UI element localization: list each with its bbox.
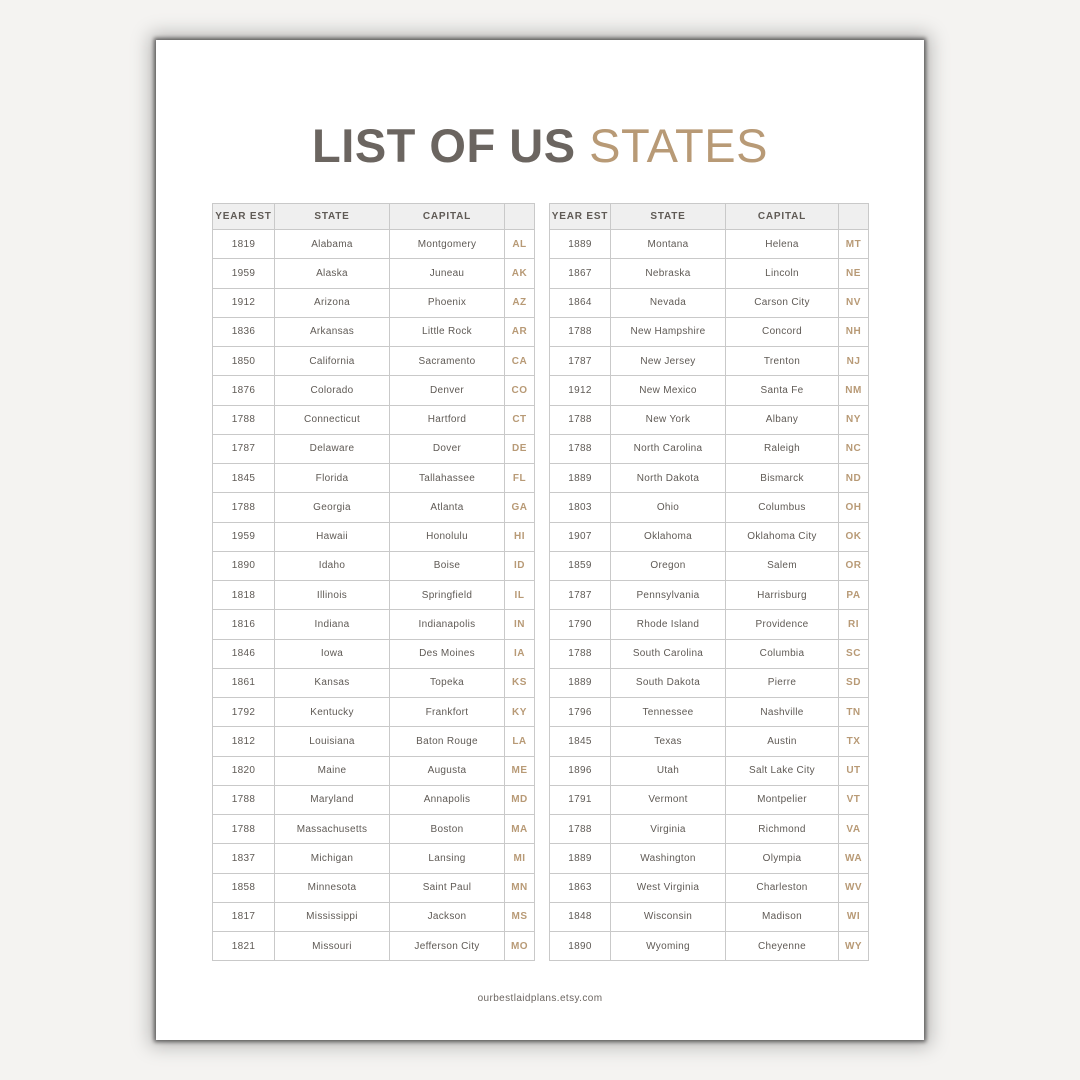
year-cell: 1790 [550,610,611,639]
table-row [213,464,535,493]
header-abbreviation [839,204,869,230]
table-row [550,815,869,844]
state-cell: Arkansas [275,317,390,346]
capital-cell: Oklahoma City [726,522,839,551]
abbreviation-cell: NH [839,317,869,346]
capital-cell: Denver [390,376,505,405]
abbreviation-cell: MD [505,785,535,814]
state-cell: Iowa [275,639,390,668]
year-cell: 1907 [550,522,611,551]
capital-cell: Santa Fe [726,376,839,405]
year-cell: 1959 [213,522,275,551]
table-row [550,317,869,346]
year-cell: 1889 [550,230,611,259]
year-cell: 1912 [213,288,275,317]
capital-cell: Madison [726,902,839,931]
capital-cell: Lansing [390,844,505,873]
table-row [213,698,535,727]
abbreviation-cell: MA [505,815,535,844]
table-row [213,288,535,317]
capital-cell: Boston [390,815,505,844]
year-cell: 1787 [213,434,275,463]
table-row [550,288,869,317]
year-cell: 1788 [550,405,611,434]
year-cell: 1889 [550,464,611,493]
table-row [213,785,535,814]
table-row [213,610,535,639]
table-row [213,259,535,288]
capital-cell: Jackson [390,902,505,931]
header-capital: CAPITAL [390,204,505,230]
abbreviation-cell: TX [839,727,869,756]
year-cell: 1788 [213,815,275,844]
capital-cell: Dover [390,434,505,463]
table-row [213,347,535,376]
abbreviation-cell: FL [505,464,535,493]
year-cell: 1859 [550,551,611,580]
state-cell: Illinois [275,581,390,610]
table-row [550,639,869,668]
abbreviation-cell: NV [839,288,869,317]
year-cell: 1788 [550,815,611,844]
state-cell: Kansas [275,668,390,697]
capital-cell: Pierre [726,668,839,697]
capital-cell: Hartford [390,405,505,434]
year-cell: 1858 [213,873,275,902]
state-cell: Oklahoma [611,522,726,551]
table-row [213,317,535,346]
capital-cell: Concord [726,317,839,346]
abbreviation-cell: VT [839,785,869,814]
state-cell: Georgia [275,493,390,522]
state-cell: Connecticut [275,405,390,434]
table-row [213,844,535,873]
state-cell: New Jersey [611,347,726,376]
year-cell: 1812 [213,727,275,756]
abbreviation-cell: WI [839,902,869,931]
table-row [550,668,869,697]
abbreviation-cell: OH [839,493,869,522]
page-title [156,118,924,174]
table-row [550,464,869,493]
abbreviation-cell: ID [505,551,535,580]
state-cell: North Dakota [611,464,726,493]
table-row [213,815,535,844]
year-cell: 1788 [550,434,611,463]
year-cell: 1788 [213,493,275,522]
capital-cell: Saint Paul [390,873,505,902]
table-row [550,259,869,288]
state-cell: New Hampshire [611,317,726,346]
table-row [213,873,535,902]
table-row [550,698,869,727]
state-cell: California [275,347,390,376]
table-row [213,376,535,405]
year-cell: 1846 [213,639,275,668]
table-row [213,405,535,434]
table-row [550,347,869,376]
state-cell: Louisiana [275,727,390,756]
capital-cell: Lincoln [726,259,839,288]
capital-cell: Augusta [390,756,505,785]
capital-cell: Trenton [726,347,839,376]
abbreviation-cell: KS [505,668,535,697]
table-row [550,756,869,785]
state-cell: Hawaii [275,522,390,551]
state-cell: South Dakota [611,668,726,697]
state-cell: Montana [611,230,726,259]
state-cell: Wisconsin [611,902,726,931]
table-row [550,376,869,405]
state-cell: Mississippi [275,902,390,931]
state-cell: Alabama [275,230,390,259]
abbreviation-cell: ME [505,756,535,785]
table-row [550,785,869,814]
capital-cell: Salem [726,551,839,580]
capital-cell: Des Moines [390,639,505,668]
capital-cell: Annapolis [390,785,505,814]
state-cell: Minnesota [275,873,390,902]
capital-cell: Topeka [390,668,505,697]
abbreviation-cell: NJ [839,347,869,376]
table-row [213,434,535,463]
title-part-1: LIST OF US [312,119,576,172]
state-cell: Alaska [275,259,390,288]
year-cell: 1861 [213,668,275,697]
capital-cell: Honolulu [390,522,505,551]
abbreviation-cell: CA [505,347,535,376]
abbreviation-cell: MN [505,873,535,902]
title-part-2: STATES [589,119,768,172]
year-cell: 1803 [550,493,611,522]
year-cell: 1876 [213,376,275,405]
year-cell: 1788 [213,785,275,814]
year-cell: 1850 [213,347,275,376]
state-cell: Washington [611,844,726,873]
capital-cell: Nashville [726,698,839,727]
state-cell: Nebraska [611,259,726,288]
year-cell: 1818 [213,581,275,610]
abbreviation-cell: SD [839,668,869,697]
state-cell: Texas [611,727,726,756]
year-cell: 1912 [550,376,611,405]
state-cell: Ohio [611,493,726,522]
capital-cell: Tallahassee [390,464,505,493]
capital-cell: Springfield [390,581,505,610]
capital-cell: Sacramento [390,347,505,376]
abbreviation-cell: MT [839,230,869,259]
year-cell: 1889 [550,844,611,873]
footer-url: ourbestlaidplans.etsy.com [477,993,603,1004]
year-cell: 1836 [213,317,275,346]
abbreviation-cell: NE [839,259,869,288]
state-cell: Tennessee [611,698,726,727]
table-row [550,230,869,259]
abbreviation-cell: ND [839,464,869,493]
state-cell: Delaware [275,434,390,463]
table-row [550,902,869,931]
table-row [213,522,535,551]
year-cell: 1788 [550,639,611,668]
abbreviation-cell: WY [839,932,869,961]
document-page [156,40,924,1040]
capital-cell: Olympia [726,844,839,873]
header-state: STATE [275,204,390,230]
state-cell: Florida [275,464,390,493]
abbreviation-cell: WA [839,844,869,873]
capital-cell: Carson City [726,288,839,317]
year-cell: 1817 [213,902,275,931]
year-cell: 1788 [213,405,275,434]
state-cell: New Mexico [611,376,726,405]
state-cell: Idaho [275,551,390,580]
table-row [213,668,535,697]
abbreviation-cell: AZ [505,288,535,317]
header-year-est: YEAR EST [550,204,611,230]
abbreviation-cell: PA [839,581,869,610]
table-row [550,434,869,463]
capital-cell: Bismarck [726,464,839,493]
states-table-left [212,203,535,961]
capital-cell: Montgomery [390,230,505,259]
abbreviation-cell: WV [839,873,869,902]
abbreviation-cell: HI [505,522,535,551]
year-cell: 1791 [550,785,611,814]
table-row [550,932,869,961]
state-cell: Massachusetts [275,815,390,844]
capital-cell: Indianapolis [390,610,505,639]
year-cell: 1821 [213,932,275,961]
capital-cell: Providence [726,610,839,639]
header-state: STATE [611,204,726,230]
year-cell: 1787 [550,581,611,610]
capital-cell: Harrisburg [726,581,839,610]
state-cell: Nevada [611,288,726,317]
year-cell: 1796 [550,698,611,727]
year-cell: 1890 [550,932,611,961]
capital-cell: Atlanta [390,493,505,522]
state-cell: Missouri [275,932,390,961]
table-row [213,756,535,785]
table-row [550,610,869,639]
abbreviation-cell: CT [505,405,535,434]
abbreviation-cell: SC [839,639,869,668]
year-cell: 1837 [213,844,275,873]
abbreviation-cell: MS [505,902,535,931]
year-cell: 1816 [213,610,275,639]
table-row [213,230,535,259]
capital-cell: Charleston [726,873,839,902]
abbreviation-cell: AR [505,317,535,346]
abbreviation-cell: AL [505,230,535,259]
capital-cell: Albany [726,405,839,434]
capital-cell: Cheyenne [726,932,839,961]
capital-cell: Raleigh [726,434,839,463]
abbreviation-cell: DE [505,434,535,463]
state-cell: West Virginia [611,873,726,902]
table-row [213,727,535,756]
table-row [550,873,869,902]
table-header-row [550,204,869,230]
table-row [550,522,869,551]
state-cell: Vermont [611,785,726,814]
state-cell: Arizona [275,288,390,317]
abbreviation-cell: KY [505,698,535,727]
capital-cell: Boise [390,551,505,580]
year-cell: 1792 [213,698,275,727]
abbreviation-cell: VA [839,815,869,844]
state-cell: Indiana [275,610,390,639]
capital-cell: Columbia [726,639,839,668]
year-cell: 1845 [550,727,611,756]
abbreviation-cell: AK [505,259,535,288]
table-row [213,902,535,931]
table-row [213,639,535,668]
year-cell: 1819 [213,230,275,259]
capital-cell: Jefferson City [390,932,505,961]
year-cell: 1820 [213,756,275,785]
table-row [213,932,535,961]
table-row [213,493,535,522]
state-cell: Maine [275,756,390,785]
table-row [213,551,535,580]
capital-cell: Columbus [726,493,839,522]
abbreviation-cell: NY [839,405,869,434]
state-cell: Wyoming [611,932,726,961]
abbreviation-cell: CO [505,376,535,405]
capital-cell: Baton Rouge [390,727,505,756]
state-cell: Michigan [275,844,390,873]
table-header-row [213,204,535,230]
capital-cell: Austin [726,727,839,756]
state-cell: Colorado [275,376,390,405]
state-cell: New York [611,405,726,434]
abbreviation-cell: LA [505,727,535,756]
abbreviation-cell: OK [839,522,869,551]
capital-cell: Phoenix [390,288,505,317]
abbreviation-cell: TN [839,698,869,727]
year-cell: 1890 [213,551,275,580]
abbreviation-cell: IA [505,639,535,668]
capital-cell: Helena [726,230,839,259]
header-capital: CAPITAL [726,204,839,230]
state-cell: Virginia [611,815,726,844]
state-cell: Oregon [611,551,726,580]
table-row [550,727,869,756]
state-cell: Rhode Island [611,610,726,639]
state-cell: Maryland [275,785,390,814]
abbreviation-cell: OR [839,551,869,580]
state-cell: South Carolina [611,639,726,668]
year-cell: 1959 [213,259,275,288]
table-row [213,581,535,610]
state-cell: North Carolina [611,434,726,463]
year-cell: 1787 [550,347,611,376]
year-cell: 1863 [550,873,611,902]
table-row [550,493,869,522]
year-cell: 1864 [550,288,611,317]
year-cell: 1788 [550,317,611,346]
capital-cell: Salt Lake City [726,756,839,785]
capital-cell: Montpelier [726,785,839,814]
abbreviation-cell: RI [839,610,869,639]
states-table-right [549,203,869,961]
capital-cell: Little Rock [390,317,505,346]
abbreviation-cell: UT [839,756,869,785]
abbreviation-cell: GA [505,493,535,522]
table-row [550,844,869,873]
capital-cell: Richmond [726,815,839,844]
year-cell: 1896 [550,756,611,785]
year-cell: 1867 [550,259,611,288]
table-row [550,551,869,580]
capital-cell: Juneau [390,259,505,288]
table-row [550,581,869,610]
year-cell: 1889 [550,668,611,697]
abbreviation-cell: MI [505,844,535,873]
abbreviation-cell: MO [505,932,535,961]
capital-cell: Frankfort [390,698,505,727]
abbreviation-cell: NM [839,376,869,405]
year-cell: 1848 [550,902,611,931]
abbreviation-cell: IL [505,581,535,610]
state-cell: Pennsylvania [611,581,726,610]
table-body-right [550,230,869,961]
table-row [550,405,869,434]
header-year-est: YEAR EST [213,204,275,230]
state-cell: Kentucky [275,698,390,727]
state-cell: Utah [611,756,726,785]
table-body-left [213,230,535,961]
abbreviation-cell: IN [505,610,535,639]
year-cell: 1845 [213,464,275,493]
abbreviation-cell: NC [839,434,869,463]
header-abbreviation [505,204,535,230]
